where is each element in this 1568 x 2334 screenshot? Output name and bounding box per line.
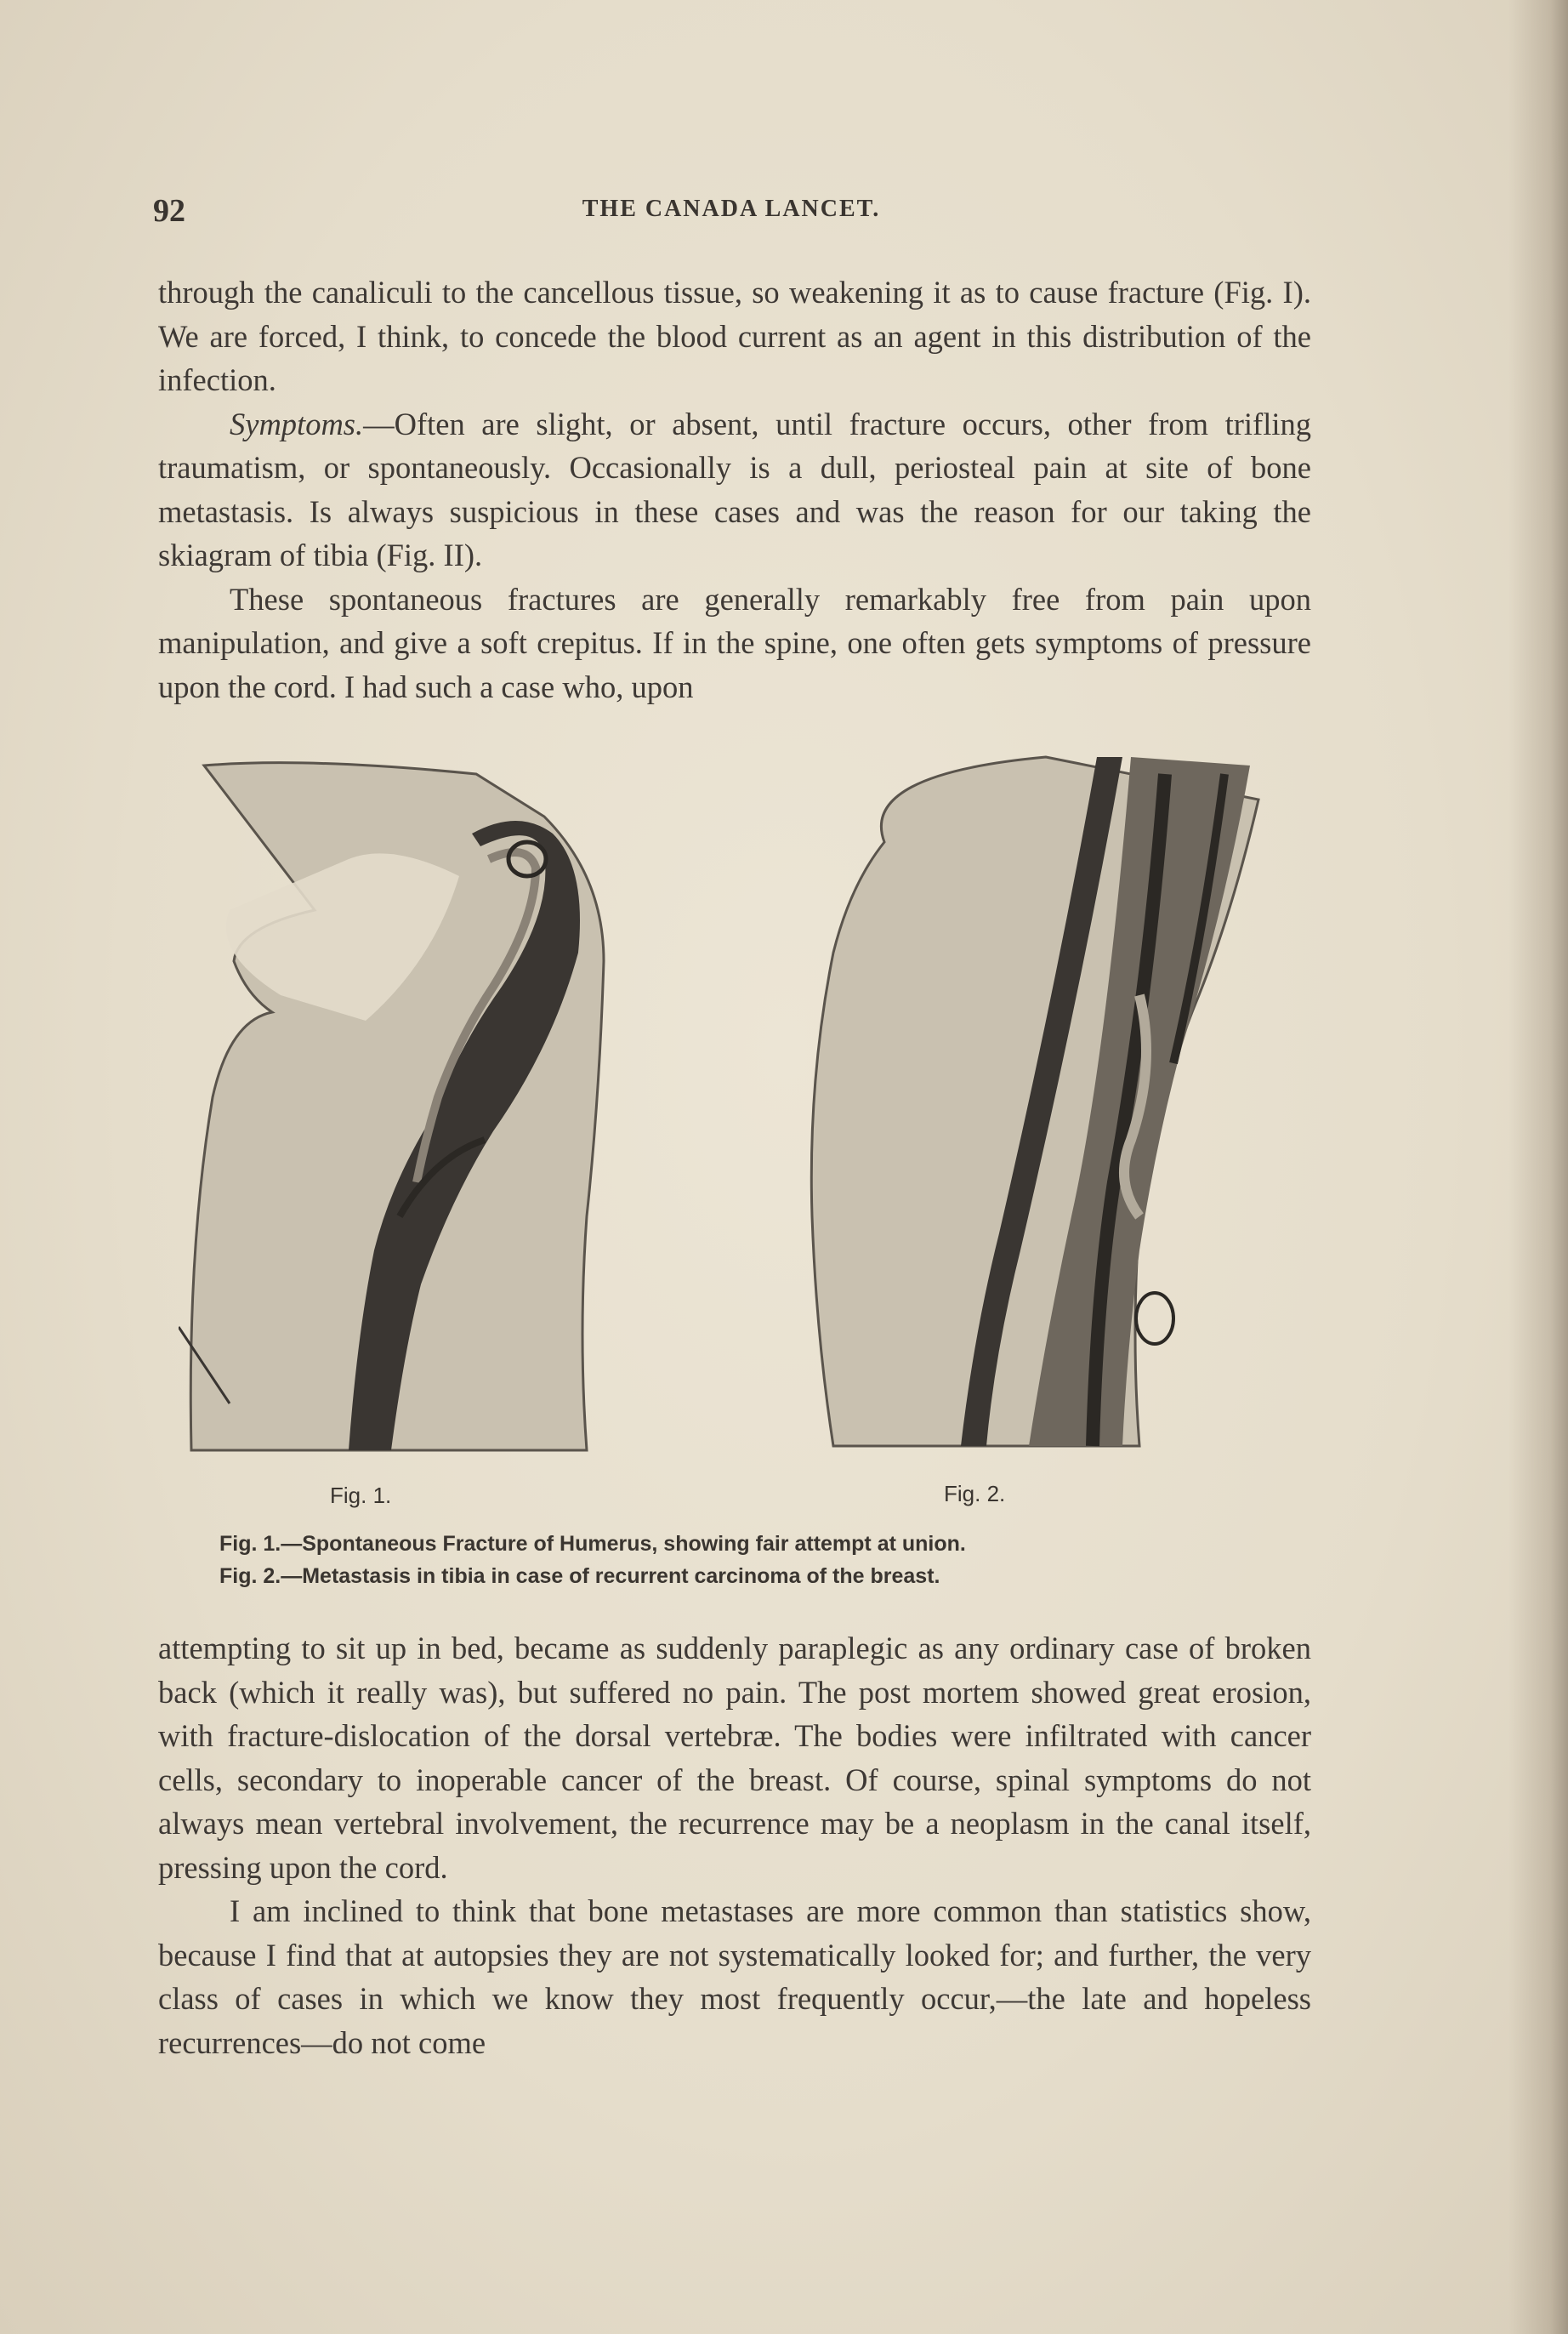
paragraph: I am inclined to think that bone metastases are more common than statistics show, because I find that at autopsies they are not systematically looked for; and further, the very class of cases in which we know they most frequently occur,—the late and hopeless recurrences—do not come xyxy=(158,1893,1311,2060)
caption-fig2: Fig. 2.—Metastasis in tibia in case of recurrent carcinoma of the breast. xyxy=(219,1564,940,1588)
paragraph: These spontaneous fractures are generally remarkably free from pain upon manipulation, and give a soft crepitus. If in the spine, one often gets symptoms of pressure upon the cord. I had such a case who, upon xyxy=(158,581,1311,704)
text-block-top xyxy=(158,270,1311,709)
fig2-label: Fig. 2. xyxy=(944,1481,1006,1506)
fig1-label: Fig. 1. xyxy=(330,1483,392,1508)
section-lead: Symptoms. xyxy=(230,406,364,441)
page-number: 92 xyxy=(153,193,185,229)
paragraph: through the canaliculi to the cancellous tissue, so weakening it as to cause fracture (Fig. I). We are forced, I think, to concede the blood current as an agent in this distribution of the infection. xyxy=(158,275,1311,397)
caption-fig1: Fig. 1.—Spontaneous Fracture of Humerus, showing fair attempt at union. xyxy=(219,1532,966,1556)
page-header xyxy=(153,189,1310,231)
figure-plate xyxy=(179,740,1301,1508)
paragraph: attempting to sit up in bed, became as suddenly paraplegic as any ordinary case of broken back (which it really was), but suffered no pain. The post mortem showed great erosion, with fracture-dislocation of the dorsal vertebræ. The bodies were infiltrated with cancer cells, secondary to inoperable cancer of the breast. Of course, spinal symptoms do not always mean vertebral involvement, the recurrence may be a neoplasm in the canal itself, pressing upon the cord. xyxy=(158,1631,1311,1885)
text-block-bottom xyxy=(158,1626,1311,2064)
paragraph-text: —Often are slight, or absent, until fracture occurs, other from trifling traumatism, or spontaneously. Occasionally is a dull, periosteal pain at site of bone metastasis. Is always suspicious in these cases and was the reason for our taking the skiagram of tibia (Fig. II). xyxy=(158,406,1311,572)
figure-captions xyxy=(219,1528,966,1592)
fig2-xray-tibia xyxy=(811,757,1258,1446)
paragraph-symptoms xyxy=(158,402,1311,578)
xray-illustrations xyxy=(179,740,1301,1463)
page-edge-shadow xyxy=(1508,0,1568,2334)
running-head: THE CANADA LANCET. xyxy=(582,196,881,222)
fig1-xray-humerus xyxy=(179,763,604,1450)
